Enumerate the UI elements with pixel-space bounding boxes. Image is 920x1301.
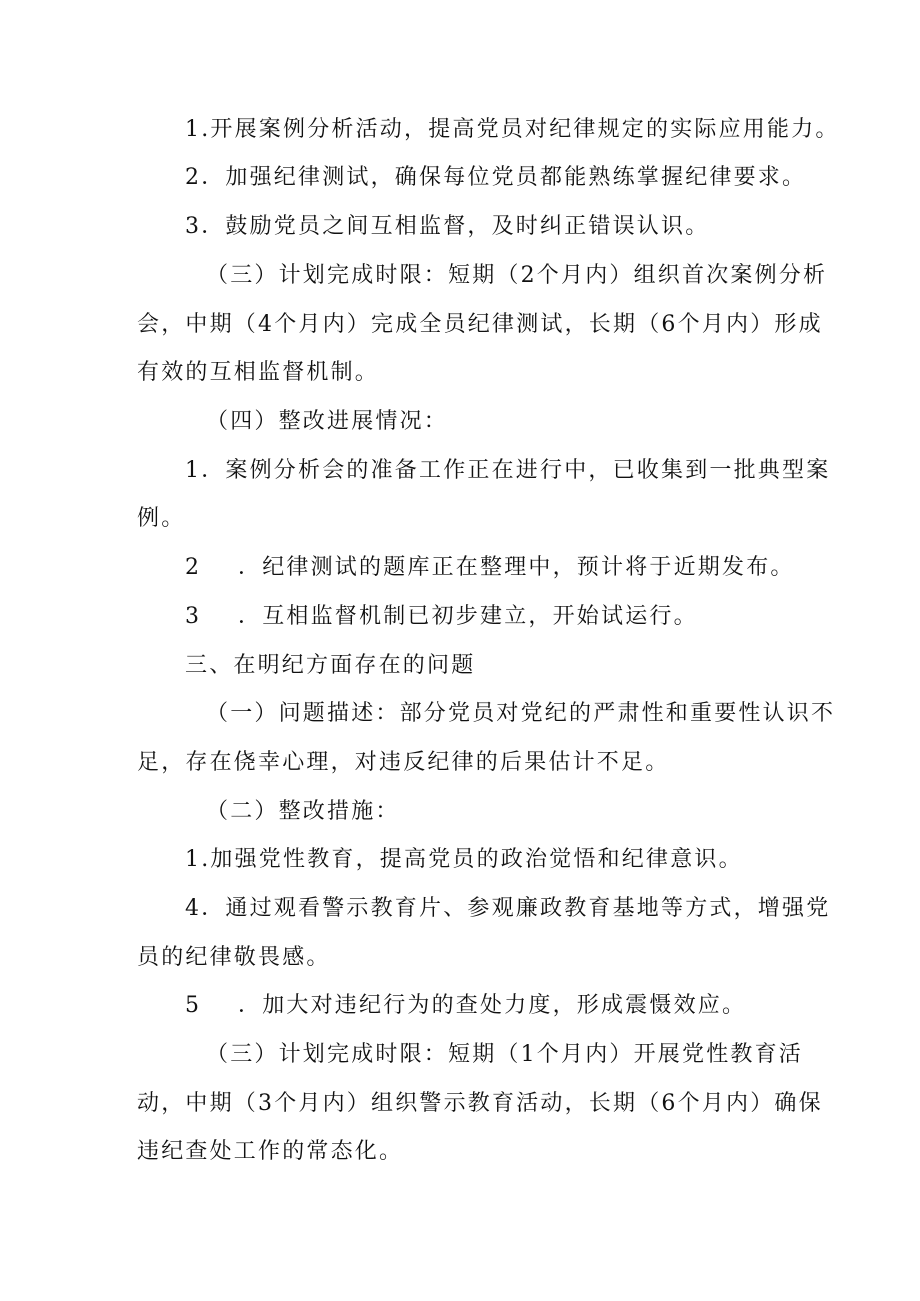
list-item-number: 2 <box>185 555 202 580</box>
paragraph-line: 员的纪律敬畏感。 <box>137 945 331 970</box>
paragraph-line: 足，存在侥幸心理，对违反纪律的后果估计不足。 <box>137 750 670 775</box>
paragraph-line: 有效的互相监督机制。 <box>137 360 380 385</box>
paragraph-line: 1.开展案例分析活动，提高党员对纪律规定的实际应用能力。 <box>185 117 840 142</box>
paragraph-line: ．互相监督机制已初步建立，开始试运行。 <box>238 604 698 629</box>
list-item-number: 3 <box>185 604 202 629</box>
paragraph-line: （三）计划完成时限：短期（1个月内）开展党性教育活 <box>206 1042 803 1067</box>
paragraph-line: 3．鼓励党员之间互相监督，及时纠正错误认识。 <box>185 214 710 239</box>
paragraph-line: （一）问题描述：部分党员对党纪的严肃性和重要性认识不 <box>206 701 836 726</box>
paragraph-line: 4．通过观看警示教育片、参观廉政教育基地等方式，增强党 <box>185 896 831 921</box>
section-heading: 三、在明纪方面存在的问题 <box>185 653 476 678</box>
paragraph-line: 动，中期（3个月内）组织警示教育活动，长期（6个月内）确保 <box>137 1091 823 1116</box>
section-heading: （四）整改进展情况： <box>206 409 449 434</box>
paragraph-line: 违纪查处工作的常态化。 <box>137 1139 404 1164</box>
paragraph-line: ．加大对违纪行为的查处力度，形成震慑效应。 <box>238 993 747 1018</box>
section-heading: （二）整改措施： <box>206 799 400 824</box>
paragraph-line: 1.加强党性教育，提高党员的政治觉悟和纪律意识。 <box>185 847 743 872</box>
paragraph-line: 1．案例分析会的准备工作正在进行中，已收集到一批典型案 <box>185 458 831 483</box>
paragraph-line: ．纪律测试的题库正在整理中，预计将于近期发布。 <box>238 555 795 580</box>
list-item-number: 5 <box>185 993 202 1018</box>
paragraph-line: 2．加强纪律测试，确保每位党员都能熟练掌握纪律要求。 <box>185 165 807 190</box>
paragraph-line: 例。 <box>137 506 186 531</box>
paragraph-line: （三）计划完成时限：短期（2个月内）组织首次案例分析 <box>206 263 828 288</box>
paragraph-line: 会，中期（4个月内）完成全员纪律测试，长期（6个月内）形成 <box>137 312 823 337</box>
